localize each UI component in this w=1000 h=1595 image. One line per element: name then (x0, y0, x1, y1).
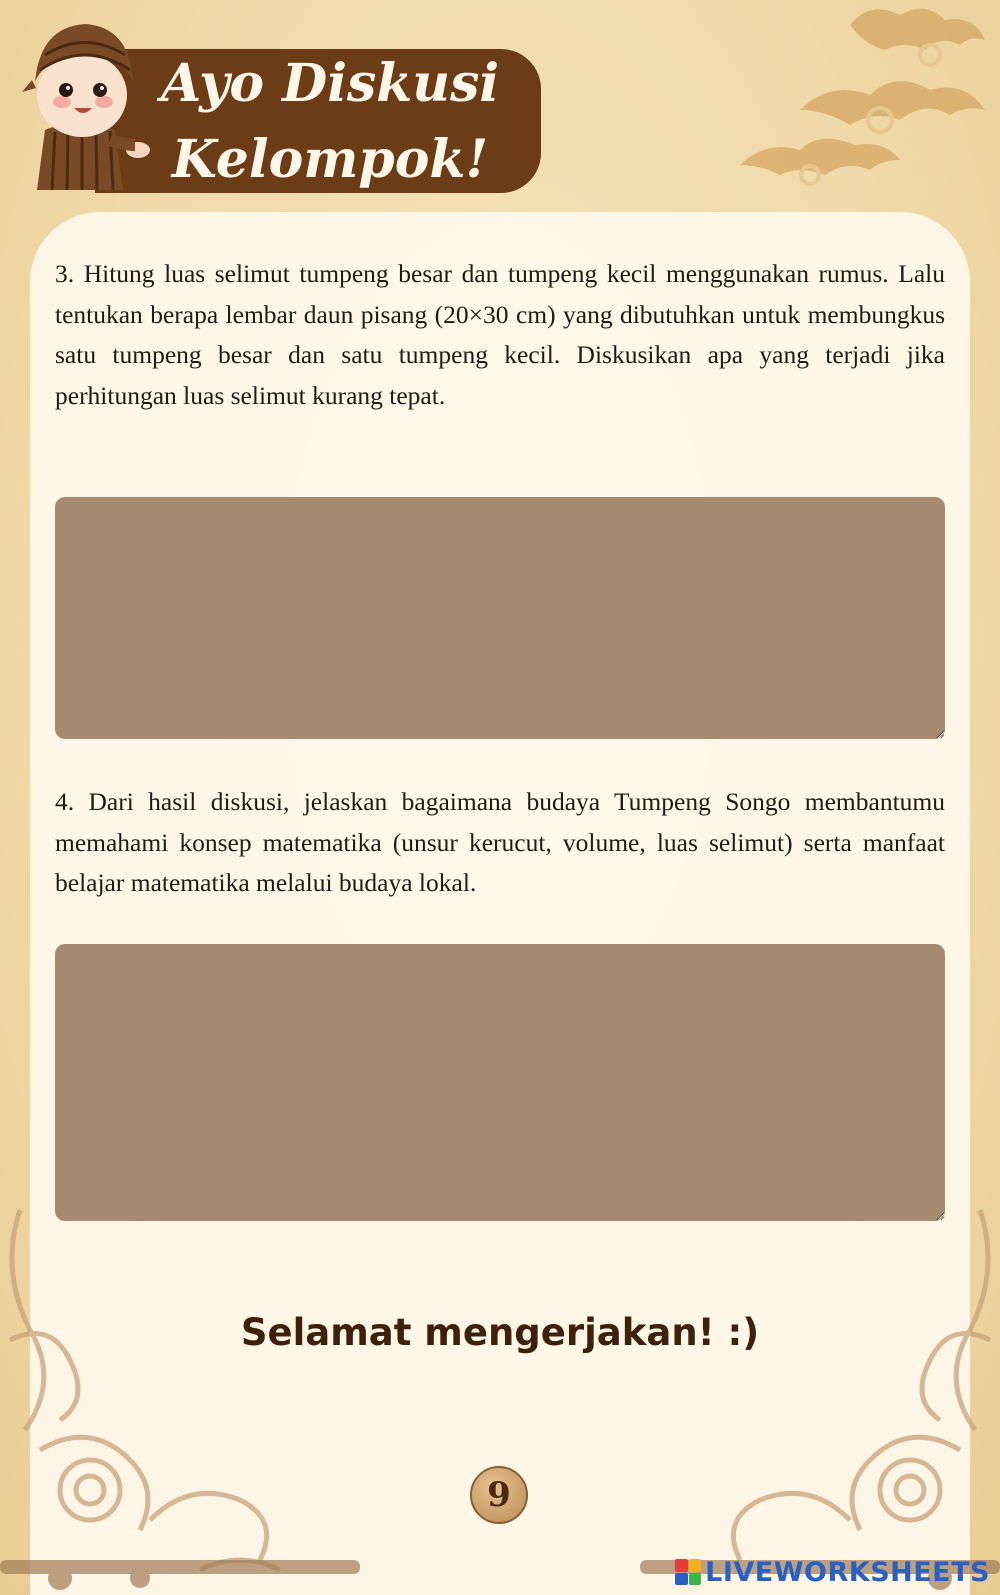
page-title (160, 46, 500, 198)
liveworksheets-logo-icon (675, 1559, 701, 1585)
answer-box-4[interactable] (55, 944, 945, 1221)
brand-label: LIVEWORKSHEETS (705, 1556, 990, 1588)
cloud-ornament-icon (730, 0, 1000, 210)
page-number: 9 (470, 1466, 528, 1524)
batik-ornament-right-icon (640, 1190, 1000, 1595)
question-3-text: 3. Hitung luas selimut tumpeng besar dan tumpeng kecil menggunakan rumus. Lalu tentukan berapa lembar daun pisang (20×30 cm) yang dibutuhkan untuk membungkus satu tumpeng besar dan satu tumpeng kecil. Diskusikan apa yang terjadi jika perhitungan luas selimut kurang tepat. (55, 259, 945, 410)
title-line-2: Kelompok! (171, 129, 489, 190)
title-line-1: Ayo Diskusi (160, 53, 500, 114)
answer-box-3[interactable] (55, 497, 945, 739)
mascot-icon (10, 10, 160, 195)
liveworksheets-brand[interactable] (675, 1557, 990, 1587)
batik-ornament-left-icon (0, 1190, 360, 1595)
question-4-text: 4. Dari hasil diskusi, jelaskan bagaimana budaya Tumpeng Songo membantumu memahami konsep matematika (unsur kerucut, volume, luas selimut) serta manfaat belajar matematika melalui budaya lokal. (55, 787, 945, 897)
closing-message: Selamat mengerjakan! :) (240, 1311, 760, 1354)
